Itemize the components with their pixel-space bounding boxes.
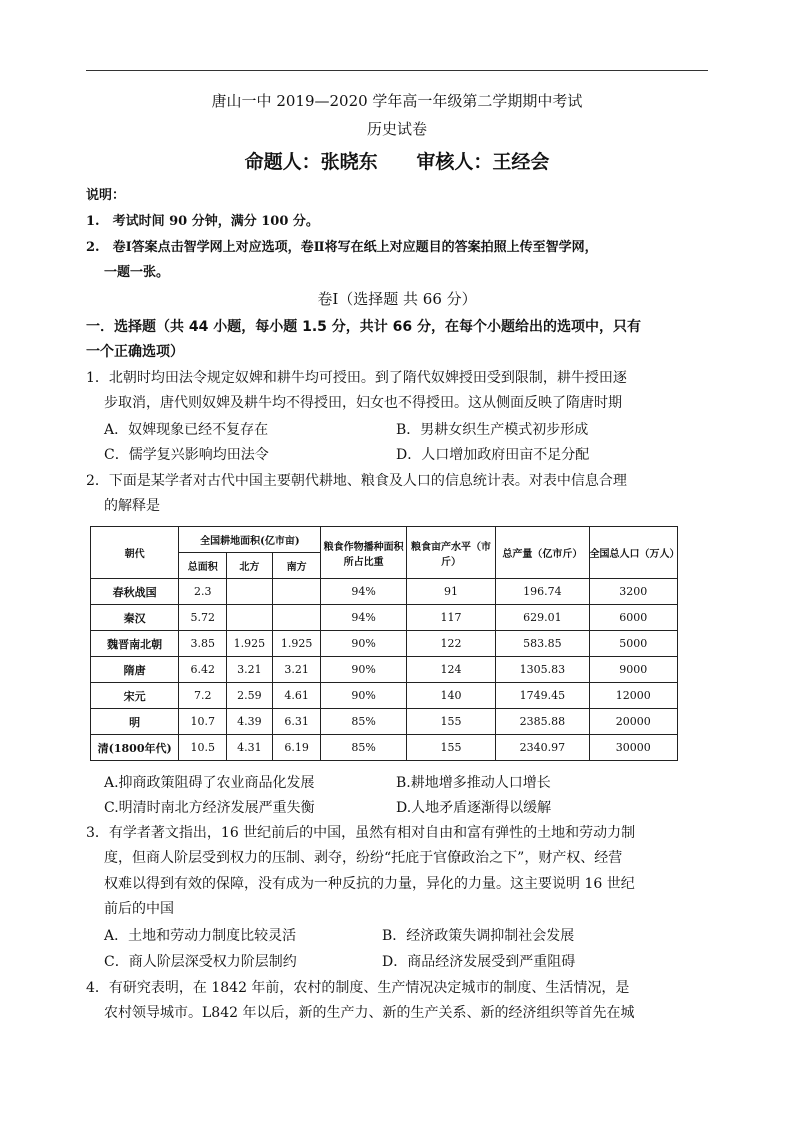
q3-stem-2: 度，但商人阶层受到权力的压制、剥夺，纷纷“托庇于官僚政治之下”，财产权、经营: [104, 850, 623, 866]
cell-population: 5000: [589, 631, 677, 657]
cell-output: 629.01: [496, 605, 589, 631]
cell-dynasty: 隋唐: [91, 657, 179, 683]
cell-ratio: 94%: [321, 605, 406, 631]
q2-option-b: B.耕地增多推动人口增长: [396, 775, 551, 791]
cell-yield: 117: [406, 605, 495, 631]
reviewer: 审核人：王经会: [416, 151, 550, 173]
cell-total: 7.2: [179, 683, 227, 709]
cell-ratio: 90%: [321, 683, 406, 709]
cell-total: 6.42: [179, 657, 227, 683]
notes-label: 说明：: [86, 188, 126, 203]
cell-total: 10.7: [179, 709, 227, 735]
header-yield: 粮食亩产水平（市斤）: [406, 527, 495, 579]
table-row: [91, 683, 678, 709]
q2-option-c: C.明清时南北方经济发展严重失衡: [104, 800, 315, 816]
cell-population: 6000: [589, 605, 677, 631]
cell-population: 30000: [589, 735, 677, 761]
cell-total: 2.3: [179, 579, 227, 605]
cell-ratio: 94%: [321, 579, 406, 605]
cell-dynasty: 魏晋南北朝: [91, 631, 179, 657]
q4-stem: 4．有研究表明，在 1842 年前，农村的制度、生产情况决定城市的制度、生活情况，是: [86, 980, 630, 996]
cell-dynasty: 春秋战国: [91, 579, 179, 605]
note-2: 2. 卷Ⅰ答案点击智学网上对应选项，卷Ⅱ将写在纸上对应题目的答案拍照上传至智学网，: [86, 240, 598, 255]
cell-north: 4.39: [227, 709, 273, 735]
table-row: [91, 579, 678, 605]
cell-south: 6.31: [272, 709, 321, 735]
staff-line: [0, 147, 794, 174]
q3-option-b: B．经济政策失调抑制社会发展: [382, 928, 575, 944]
q3-option-d: D．商品经济发展受到严重阻碍: [382, 954, 576, 970]
q3-stem-4: 前后的中国: [104, 901, 174, 917]
cell-dynasty: 明: [91, 709, 179, 735]
cell-population: 9000: [589, 657, 677, 683]
cell-south: [272, 605, 321, 631]
cell-ratio: 85%: [321, 735, 406, 761]
cell-output: 2385.88: [496, 709, 589, 735]
cell-output: 2340.97: [496, 735, 589, 761]
table-row: [91, 709, 678, 735]
table-row: [91, 735, 678, 761]
cell-yield: 155: [406, 735, 495, 761]
header-area: 全国耕地面积(亿市亩): [179, 527, 321, 553]
q1-option-d: D．人口增加政府田亩不足分配: [396, 447, 590, 463]
cell-south: 6.19: [272, 735, 321, 761]
cell-population: 3200: [589, 579, 677, 605]
q1-option-c: C．儒学复兴影响均田法令: [104, 447, 269, 463]
cell-dynasty: 宋元: [91, 683, 179, 709]
cell-population: 20000: [589, 709, 677, 735]
q2-stem-cont: 的解释是: [104, 498, 160, 514]
statistics-table: [90, 526, 678, 761]
cell-ratio: 90%: [321, 657, 406, 683]
header-output: 总产量（亿市斤）: [496, 527, 589, 579]
section-heading: 一．选择题（共 44 小题，每小题 1.5 分，共计 66 分，在每个小题给出的选项中，只有: [86, 319, 642, 335]
q2-option-a: A.抑商政策阻碍了农业商品化发展: [104, 775, 315, 791]
header-dynasty: 朝代: [91, 527, 179, 579]
cell-north: [227, 605, 273, 631]
cell-yield: 155: [406, 709, 495, 735]
cell-total: 10.5: [179, 735, 227, 761]
cell-north: [227, 579, 273, 605]
cell-south: [272, 579, 321, 605]
cell-total: 5.72: [179, 605, 227, 631]
cell-south: 1.925: [272, 631, 321, 657]
note-1: 1. 考试时间 90 分钟，满分 100 分。: [86, 214, 319, 229]
cell-north: 4.31: [227, 735, 273, 761]
cell-ratio: 85%: [321, 709, 406, 735]
table-row: [91, 631, 678, 657]
q3-stem: 3．有学者著文指出，16 世纪前后的中国，虽然有相对自由和富有弹性的土地和劳动力制: [86, 825, 636, 841]
cell-dynasty: 清(1800年代): [91, 735, 179, 761]
exam-title: 唐山一中 2019—2020 学年高一年级第二学期期中考试: [211, 92, 583, 110]
cell-output: 1305.83: [496, 657, 589, 683]
q1-stem: 1．北朝时均田法令规定奴婢和耕牛均可授田。到了隋代奴婢授田受到限制，耕牛授田逐: [86, 370, 627, 386]
cell-south: 3.21: [272, 657, 321, 683]
cell-output: 583.85: [496, 631, 589, 657]
cell-yield: 140: [406, 683, 495, 709]
header-south: 南方: [272, 553, 321, 579]
q1-stem-cont: 步取消，唐代则奴婢及耕牛均不得授田，妇女也不得授田。这从侧面反映了隋唐时期: [104, 395, 622, 411]
cell-north: 3.21: [227, 657, 273, 683]
section-heading-cont: 一个正确选项）: [86, 344, 184, 360]
header-ratio: 粮食作物播种面积所占比重: [321, 527, 406, 579]
cell-yield: 124: [406, 657, 495, 683]
cell-south: 4.61: [272, 683, 321, 709]
q3-stem-3: 权难以得到有效的保障，没有成为一种反抗的力量，异化的力量。这主要说明 16 世纪: [104, 876, 635, 892]
table-row: [91, 605, 678, 631]
q1-option-a: A．奴婢现象已经不复存在: [104, 422, 269, 438]
cell-ratio: 90%: [321, 631, 406, 657]
cell-north: 2.59: [227, 683, 273, 709]
author: 命题人：张晓东: [244, 151, 378, 173]
header-north: 北方: [227, 553, 273, 579]
table-row: [91, 657, 678, 683]
cell-output: 196.74: [496, 579, 589, 605]
cell-yield: 122: [406, 631, 495, 657]
cell-yield: 91: [406, 579, 495, 605]
header-total-area: 总面积: [179, 553, 227, 579]
cell-output: 1749.45: [496, 683, 589, 709]
q2-option-d: D.人地矛盾逐渐得以缓解: [396, 800, 552, 816]
subject-title: 历史试卷: [366, 120, 427, 138]
header-population: 全国总人口（万人）: [589, 527, 677, 579]
cell-total: 3.85: [179, 631, 227, 657]
cell-north: 1.925: [227, 631, 273, 657]
q4-stem-cont: 农村领导城市。L842 年以后，新的生产力、新的生产关系、新的经济组织等首先在城: [104, 1005, 635, 1021]
cell-population: 12000: [589, 683, 677, 709]
q3-option-a: A．土地和劳动力制度比较灵活: [104, 928, 297, 944]
section-title: 卷Ⅰ（选择题 共 66 分）: [317, 290, 477, 308]
q2-stem: 2．下面是某学者对古代中国主要朝代耕地、粮食及人口的信息统计表。对表中信息合理: [86, 473, 627, 489]
note-2-cont: 一题一张。: [104, 265, 170, 280]
q3-option-c: C．商人阶层深受权力阶层制约: [104, 954, 297, 970]
q1-option-b: B．男耕女织生产模式初步形成: [396, 422, 589, 438]
header-rule: [86, 70, 708, 71]
table-header-row: [91, 527, 678, 553]
cell-dynasty: 秦汉: [91, 605, 179, 631]
